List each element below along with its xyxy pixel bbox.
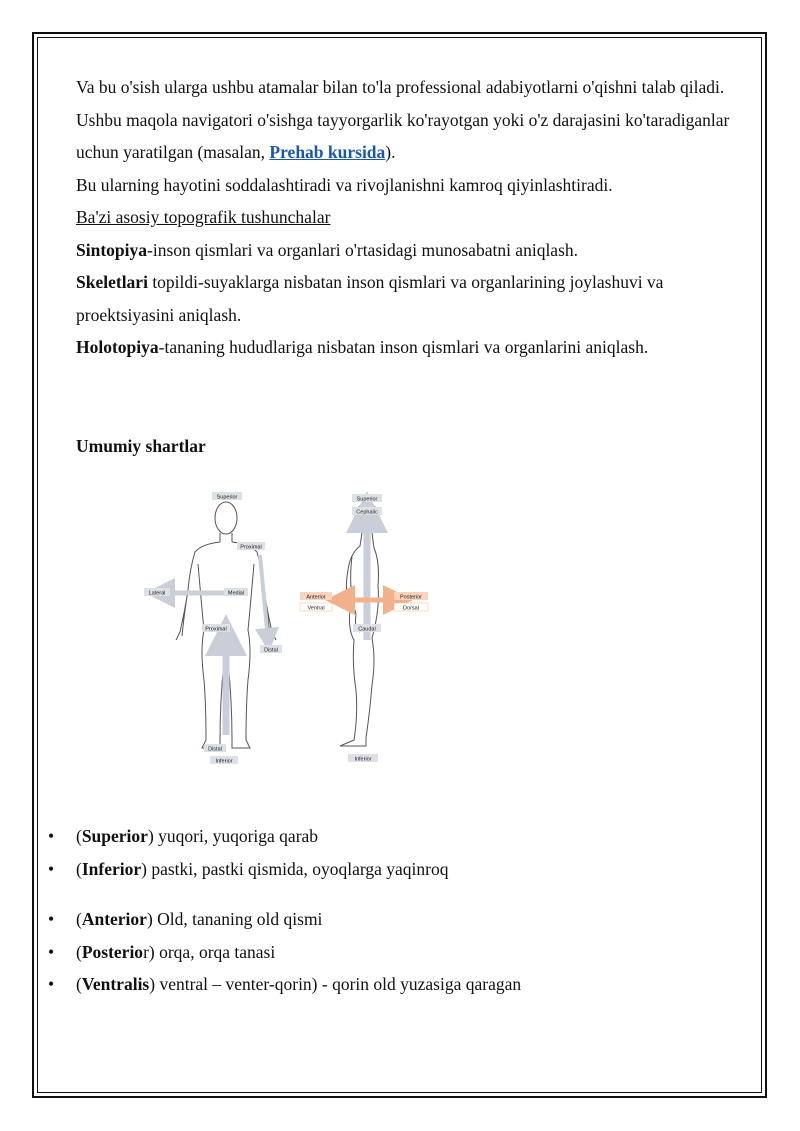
distal-arm-arrow [260,555,268,640]
side-label-superior: Superior [356,496,378,503]
list-item: • (Anterior) Old, tananing old qismi [48,903,748,936]
term-skeletopy: Skeletlari [76,272,148,292]
term-anterior-text: Old, tananing old qismi [152,909,323,929]
definition-skeletopy [76,266,736,331]
definition-skeletopy-text: topildi-suyaklarga nisbatan inson qismlari va organlarining joylashuvi va proektsiyasini aniqlash. [76,272,664,325]
term-posterior-text: orqa, orqa tanasi [154,941,276,962]
side-label-inferior: Inferior [354,756,372,763]
front-label-lateral: Lateral [148,590,166,597]
prehab-course-link[interactable]: Prehab kursida [269,142,386,162]
term-inferior-text: pastki, pastki qismida, oyoqlarga yaqinroq [146,858,449,879]
term-superior-text: yuqori, yuqoriga qarab [153,826,319,846]
definition-holotopy-text: -tananing hududlariga nisbatan inson qismlari va organlarini aniqlash. [158,337,649,357]
anatomy-directions-figure [140,490,440,770]
side-label-dorsal: Dorsal [403,605,419,612]
topography-subheading: Ba'zi asosiy topografik tushunchalar [76,207,331,227]
terms-list [48,820,748,1001]
front-label-superior: Superior [216,494,238,501]
term-holotopy: Holotopiya [76,337,159,357]
term-posterior: Posterio [81,941,144,962]
definition-syntopy [76,234,736,267]
side-label-caudal: Caudal [358,626,376,633]
side-label-posterior: Posterior [399,594,423,601]
paragraph-3: Bu ularning hayotini soddalashtiradi va rivojlanishni kamroq qiyinlashtiradi. [76,174,613,195]
front-label-distal-leg: Distal [208,746,222,753]
front-label-distal-arm: Distal [264,647,278,654]
term-ventralis: Ventralis [81,974,150,994]
paragraph-2-end: ). [385,142,396,162]
definition-syntopy-text: -inson qismlari va organlari o'rtasidagi munosabatni aniqlash. [147,239,579,260]
paragraph-2 [76,104,736,169]
list-item: • (Inferior) pastki, pastki qismida, oyoqlarga yaqinroq [48,853,748,886]
definition-holotopy [76,331,736,364]
side-label-anterior: Anterior [306,594,326,601]
term-syntopy: Sintopiya [76,239,147,260]
list-item: • (Ventralis) ventral – venter-qorin) - qorin old yuzasiga qaragan [48,968,748,1001]
body-text [76,71,736,462]
section-heading: Umumiy shartlar [76,435,206,456]
front-label-inferior: Inferior [215,758,233,765]
front-label-proximal-leg: Proximal [205,626,227,633]
term-anterior: Anterior [81,909,147,929]
paragraph-2-text: Ushbu maqola navigatori o'sishga tayyorgarlik ko'rayotgan yoki o'z darajasini ko'taradiganlar uchun yaratilgan (masalan, [76,109,730,162]
term-inferior: Inferior [81,858,142,879]
side-label-ventral: Ventral [307,605,325,612]
side-label-cephalic: Cephalic [356,509,378,516]
list-item: • (Superior) yuqori, yuqoriga qarab [48,820,748,853]
front-label-proximal: Proximal [240,544,262,551]
bullet-icon: • [48,974,55,994]
bullet-icon: • [48,858,55,879]
paragraph-1: Va bu o'sish ularga ushbu atamalar bilan to'la professional adabiyotlarni o'qishni talab qiladi. [76,77,725,97]
bullet-icon: • [48,941,55,962]
term-superior: Superior [81,826,148,846]
term-ventralis-text: ventral – venter-qorin) - qorin old yuzasiga qaragan [155,974,522,994]
bullet-icon: • [48,909,55,929]
bullet-icon: • [48,826,55,846]
list-item: • (Posterior) orqa, orqa tanasi [48,936,748,969]
front-label-medial: Medial [227,590,245,597]
